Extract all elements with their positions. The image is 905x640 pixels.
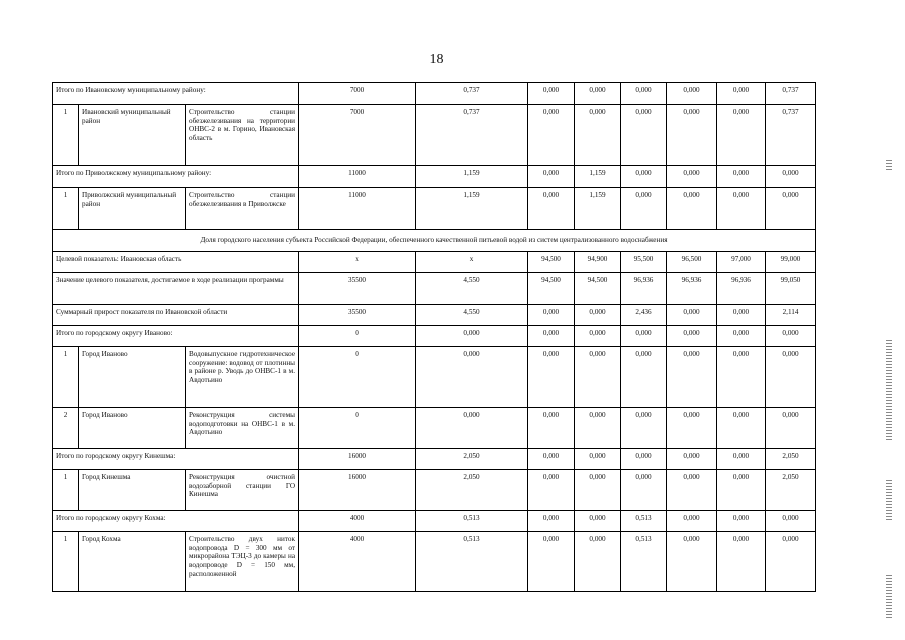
cell: 11000	[299, 166, 416, 188]
cell: 0,000	[575, 449, 621, 470]
cell: 0,000	[528, 511, 575, 532]
row-label: Итого по Ивановскому муниципальному району:	[53, 83, 299, 105]
cell: 0,000	[575, 83, 621, 105]
cell: 0,000	[575, 511, 621, 532]
cell: 0,000	[667, 166, 717, 188]
cell: 0,000	[416, 408, 528, 449]
cell: 0,513	[416, 532, 528, 592]
cell: 94,500	[528, 273, 575, 305]
table-row	[53, 326, 816, 347]
scan-edge-mark	[886, 160, 892, 172]
cell: 1,159	[575, 166, 621, 188]
table-row	[53, 347, 816, 408]
cell: 2,436	[621, 305, 667, 326]
cell: 0,000	[528, 305, 575, 326]
cell: 0	[299, 326, 416, 347]
cell: 0,000	[667, 326, 717, 347]
cell: 0,000	[575, 305, 621, 326]
cell: 0,000	[667, 511, 717, 532]
table-row	[53, 449, 816, 470]
cell: 2,114	[766, 305, 816, 326]
cell: 2,050	[766, 470, 816, 511]
table-row	[53, 305, 816, 326]
cell: 0,513	[416, 511, 528, 532]
cell: 0,000	[766, 408, 816, 449]
cell: 0,000	[717, 305, 766, 326]
cell: 0,000	[575, 326, 621, 347]
organization: Город Иваново	[79, 347, 186, 408]
organization: Ивановский муниципальный район	[79, 105, 186, 166]
scan-edge-mark	[886, 575, 892, 620]
cell: 0,000	[621, 105, 667, 166]
cell: 0,000	[717, 188, 766, 230]
cell: 4000	[299, 532, 416, 592]
row-label: Итого по городскому округу Иваново:	[53, 326, 299, 347]
scan-edge-mark	[886, 480, 892, 520]
cell: 0,000	[717, 326, 766, 347]
cell: 0,000	[717, 408, 766, 449]
table-row	[53, 532, 816, 592]
table-row	[53, 105, 816, 166]
table-row	[53, 273, 816, 305]
organization: Приволжский муниципальный район	[79, 188, 186, 230]
cell: 0,000	[717, 83, 766, 105]
cell: 2,050	[416, 449, 528, 470]
cell: 0,000	[528, 166, 575, 188]
cell: 0,000	[575, 105, 621, 166]
cell: 0,000	[575, 532, 621, 592]
cell: 0,000	[667, 532, 717, 592]
cell: 0,000	[717, 105, 766, 166]
cell: 99,050	[766, 273, 816, 305]
row-number: 2	[53, 408, 79, 449]
program-table	[52, 82, 816, 592]
row-label: Итого по Приволжскому муниципальному району:	[53, 166, 299, 188]
cell: 0,000	[528, 408, 575, 449]
cell: 0,000	[667, 449, 717, 470]
cell: 95,500	[621, 252, 667, 273]
table-row	[53, 470, 816, 511]
row-label: Суммарный прирост показателя по Ивановской области	[53, 305, 299, 326]
row-number: 1	[53, 105, 79, 166]
cell: 35500	[299, 305, 416, 326]
cell: 97,000	[717, 252, 766, 273]
cell: 0,000	[621, 347, 667, 408]
cell: 11000	[299, 188, 416, 230]
cell: 0,000	[528, 188, 575, 230]
cell: 0,000	[766, 532, 816, 592]
cell: 0,737	[416, 83, 528, 105]
cell: 0,000	[416, 347, 528, 408]
cell: 94,500	[528, 252, 575, 273]
row-number: 1	[53, 188, 79, 230]
cell: 0,000	[766, 347, 816, 408]
table-row	[53, 511, 816, 532]
row-label: Итого по городскому округу Кинешма:	[53, 449, 299, 470]
cell: 0,513	[621, 511, 667, 532]
cell: 0,000	[528, 449, 575, 470]
cell: 0,000	[667, 470, 717, 511]
project-description: Реконструкция очистной водозаборной станции ГО Кинешма	[186, 470, 299, 511]
cell: x	[416, 252, 528, 273]
cell: 0,000	[528, 347, 575, 408]
cell: 0,000	[416, 326, 528, 347]
cell: 0,000	[766, 188, 816, 230]
cell: 96,936	[621, 273, 667, 305]
cell: 0,000	[528, 532, 575, 592]
cell: 0,000	[575, 470, 621, 511]
section-title: Доля городского населения субъекта Российской Федерации, обеспеченного качественной питьевой водой из систем централизованного водоснабжения	[53, 230, 816, 252]
cell: 35500	[299, 273, 416, 305]
organization: Город Кинешма	[79, 470, 186, 511]
cell: 4000	[299, 511, 416, 532]
cell: 0,000	[667, 188, 717, 230]
cell: 0,000	[717, 166, 766, 188]
cell: 1,159	[575, 188, 621, 230]
cell: 0,000	[717, 347, 766, 408]
cell: 0	[299, 408, 416, 449]
cell: 96,936	[667, 273, 717, 305]
cell: 0,000	[717, 532, 766, 592]
cell: 96,936	[717, 273, 766, 305]
cell: 0,000	[717, 470, 766, 511]
cell: 94,500	[575, 273, 621, 305]
cell: 16000	[299, 449, 416, 470]
cell: 0,000	[717, 449, 766, 470]
organization: Город Кохма	[79, 532, 186, 592]
cell: 16000	[299, 470, 416, 511]
cell: 0,000	[528, 83, 575, 105]
cell: 2,050	[766, 449, 816, 470]
cell: 0,000	[621, 326, 667, 347]
table-row	[53, 408, 816, 449]
row-number: 1	[53, 347, 79, 408]
project-description: Водовыпускное гидротехническое сооружение: водовод от плотинны в районе р. Уводь до ОНВС-1 в м. Авдотьино	[186, 347, 299, 408]
cell: 0,000	[667, 105, 717, 166]
cell: 0,000	[766, 511, 816, 532]
cell: 0,000	[575, 408, 621, 449]
table-row	[53, 252, 816, 273]
cell: 0,000	[621, 408, 667, 449]
cell: 1,159	[416, 188, 528, 230]
cell: 99,000	[766, 252, 816, 273]
cell: 4,550	[416, 305, 528, 326]
table-row	[53, 166, 816, 188]
cell: 0,000	[621, 83, 667, 105]
cell: 0,000	[528, 105, 575, 166]
page-number: 18	[429, 52, 444, 67]
cell: 0,000	[766, 166, 816, 188]
cell: 0,000	[621, 166, 667, 188]
cell: 0,737	[416, 105, 528, 166]
project-description: Строительство двух ниток водопровода D = 300 мм от микрорайона ТЭЦ-3 до камеры на водопроводе D = 150 мм, расположенной	[186, 532, 299, 592]
cell: 0,000	[528, 326, 575, 347]
cell: 0,000	[528, 470, 575, 511]
cell: 0,513	[621, 532, 667, 592]
cell: 0,737	[766, 105, 816, 166]
cell: 0,000	[621, 470, 667, 511]
cell: 0	[299, 347, 416, 408]
section-header-row	[53, 230, 816, 252]
cell: 2,050	[416, 470, 528, 511]
organization: Город Иваново	[79, 408, 186, 449]
cell: 0,000	[717, 511, 766, 532]
project-description: Строительство станции обезжелезивания на территории ОНВС-2 в м. Горино, Ивановская область	[186, 105, 299, 166]
row-number: 1	[53, 532, 79, 592]
cell: 96,500	[667, 252, 717, 273]
cell: 0,000	[667, 83, 717, 105]
cell: 0,000	[621, 188, 667, 230]
cell: 0,000	[667, 408, 717, 449]
project-description: Строительство станции обезжелезивания в Приволжске	[186, 188, 299, 230]
cell: 0,000	[667, 347, 717, 408]
row-label: Целевой показатель: Ивановская область	[53, 252, 299, 273]
cell: 0,000	[575, 347, 621, 408]
cell: 0,000	[621, 449, 667, 470]
cell: 94,900	[575, 252, 621, 273]
cell: x	[299, 252, 416, 273]
cell: 1,159	[416, 166, 528, 188]
project-description: Реконструкция системы водоподготовки на ОНВС-1 в м. Авдотьино	[186, 408, 299, 449]
cell: 0,000	[667, 305, 717, 326]
row-label: Значение целевого показателя, достигаемое в ходе реализации программы	[53, 273, 299, 305]
cell: 0,737	[766, 83, 816, 105]
row-number: 1	[53, 470, 79, 511]
row-label: Итого по городскому округу Кохма:	[53, 511, 299, 532]
table-row	[53, 83, 816, 105]
cell: 7000	[299, 83, 416, 105]
table-row	[53, 188, 816, 230]
scan-edge-mark	[886, 340, 892, 440]
cell: 0,000	[766, 326, 816, 347]
cell: 7000	[299, 105, 416, 166]
cell: 4,550	[416, 273, 528, 305]
